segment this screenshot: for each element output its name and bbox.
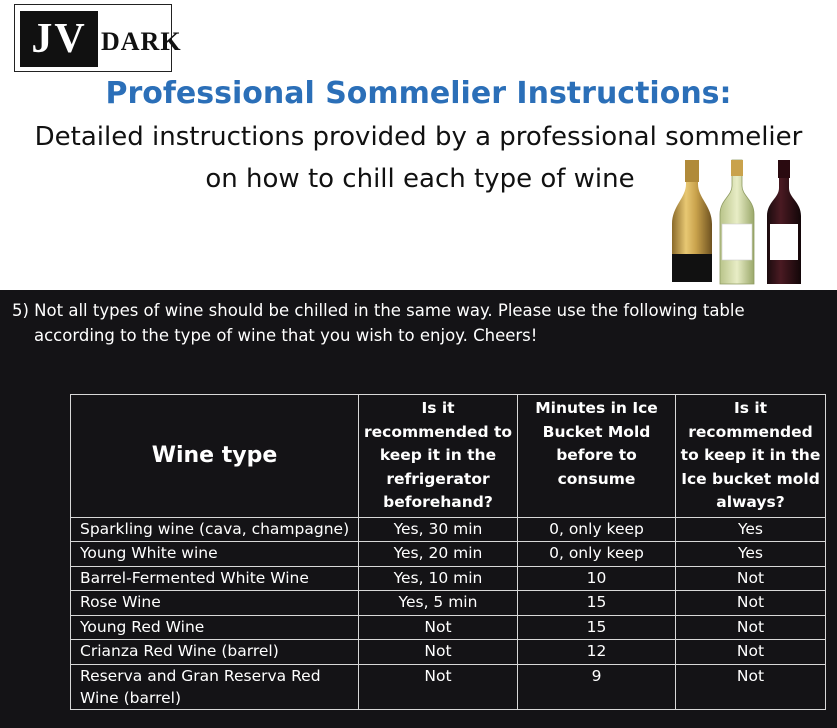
header-always-line: to keep it in the [680, 446, 821, 464]
header-minutes-line: consume [557, 469, 636, 488]
table-row [71, 517, 826, 542]
header-minutes-line: Bucket Mold [542, 422, 651, 441]
cell-wine-type: Sparkling wine (cava, champagne) [71, 517, 359, 542]
table-row [71, 640, 826, 665]
header-always-line: recommended [688, 422, 813, 441]
cell-minutes: 0, only keep [518, 542, 676, 567]
header-always-line: Is it [733, 399, 768, 417]
cell-minutes: 15 [518, 615, 676, 640]
page-title: Professional Sommelier Instructions: [105, 76, 732, 111]
cell-minutes: 10 [518, 566, 676, 591]
cell-wine-type: Young Red Wine [71, 615, 359, 640]
instructions-panel [0, 290, 837, 728]
cell-refrigerator: Not [359, 640, 518, 665]
cell-refrigerator: Yes, 5 min [359, 591, 518, 616]
header-wine-type: Wine type [71, 395, 359, 518]
table-header-row [71, 395, 826, 518]
cell-wine-type: Young White wine [71, 542, 359, 567]
header-section [0, 0, 837, 290]
white-wine-bottle-icon [720, 160, 754, 284]
brand-logo [14, 4, 182, 72]
instructions-text [12, 298, 812, 348]
cell-refrigerator: Yes, 20 min [359, 542, 518, 567]
cell-always: Not [676, 640, 826, 665]
header-minutes-line: Minutes in Ice [535, 399, 658, 417]
header-refrigerator-line: refrigerator [386, 469, 490, 488]
cell-refrigerator: Not [359, 664, 518, 709]
header-refrigerator [359, 395, 518, 518]
logo-wordmark: DARK [101, 27, 182, 56]
header-minutes [518, 395, 676, 518]
subtitle-line-1: Detailed instructions provided by a professional sommelier [34, 122, 803, 152]
cell-refrigerator: Yes, 10 min [359, 566, 518, 591]
subtitle-line-2: on how to chill each type of wine [205, 164, 635, 194]
cell-always: Yes [676, 542, 826, 567]
table-row [71, 591, 826, 616]
cell-always: Not [676, 591, 826, 616]
header-refrigerator-line: beforehand? [383, 493, 493, 511]
cell-always: Not [676, 615, 826, 640]
champagne-bottle-icon [672, 160, 712, 282]
cell-wine-type: Barrel-Fermented White Wine [71, 566, 359, 591]
cell-refrigerator: Not [359, 615, 518, 640]
logo-jv-mark: JV [20, 11, 98, 67]
instructions-line-1: 5) Not all types of wine should be chilled in the same way. Please use the following table [12, 301, 745, 320]
cell-always: Not [676, 566, 826, 591]
table-row [71, 664, 826, 709]
table-row [71, 542, 826, 567]
header-refrigerator-line: Is it [421, 399, 455, 417]
cell-always: Yes [676, 517, 826, 542]
header-refrigerator-line: keep it in the [379, 446, 497, 464]
cell-minutes: 12 [518, 640, 676, 665]
cell-refrigerator: Yes, 30 min [359, 517, 518, 542]
header-always [676, 395, 826, 518]
header-refrigerator-line: recommended to [364, 422, 512, 441]
cell-always: Not [676, 664, 826, 709]
table-row [71, 566, 826, 591]
red-wine-bottle-icon [767, 160, 801, 284]
cell-wine-type: Crianza Red Wine (barrel) [71, 640, 359, 665]
cell-wine-type: Reserva and Gran Reserva Red Wine (barrel) [71, 664, 359, 709]
header-minutes-line: before to [556, 446, 637, 464]
cell-minutes: 0, only keep [518, 517, 676, 542]
wine-bottles-illustration [666, 158, 806, 288]
cell-minutes: 9 [518, 664, 676, 709]
header-always-line: always? [716, 493, 785, 511]
instructions-line-2: according to the type of wine that you wish to enjoy. Cheers! [34, 326, 538, 345]
wine-chilling-table [70, 394, 826, 710]
table-row [71, 615, 826, 640]
cell-minutes: 15 [518, 591, 676, 616]
header-always-line: Ice bucket mold [681, 469, 820, 488]
cell-wine-type: Rose Wine [71, 591, 359, 616]
